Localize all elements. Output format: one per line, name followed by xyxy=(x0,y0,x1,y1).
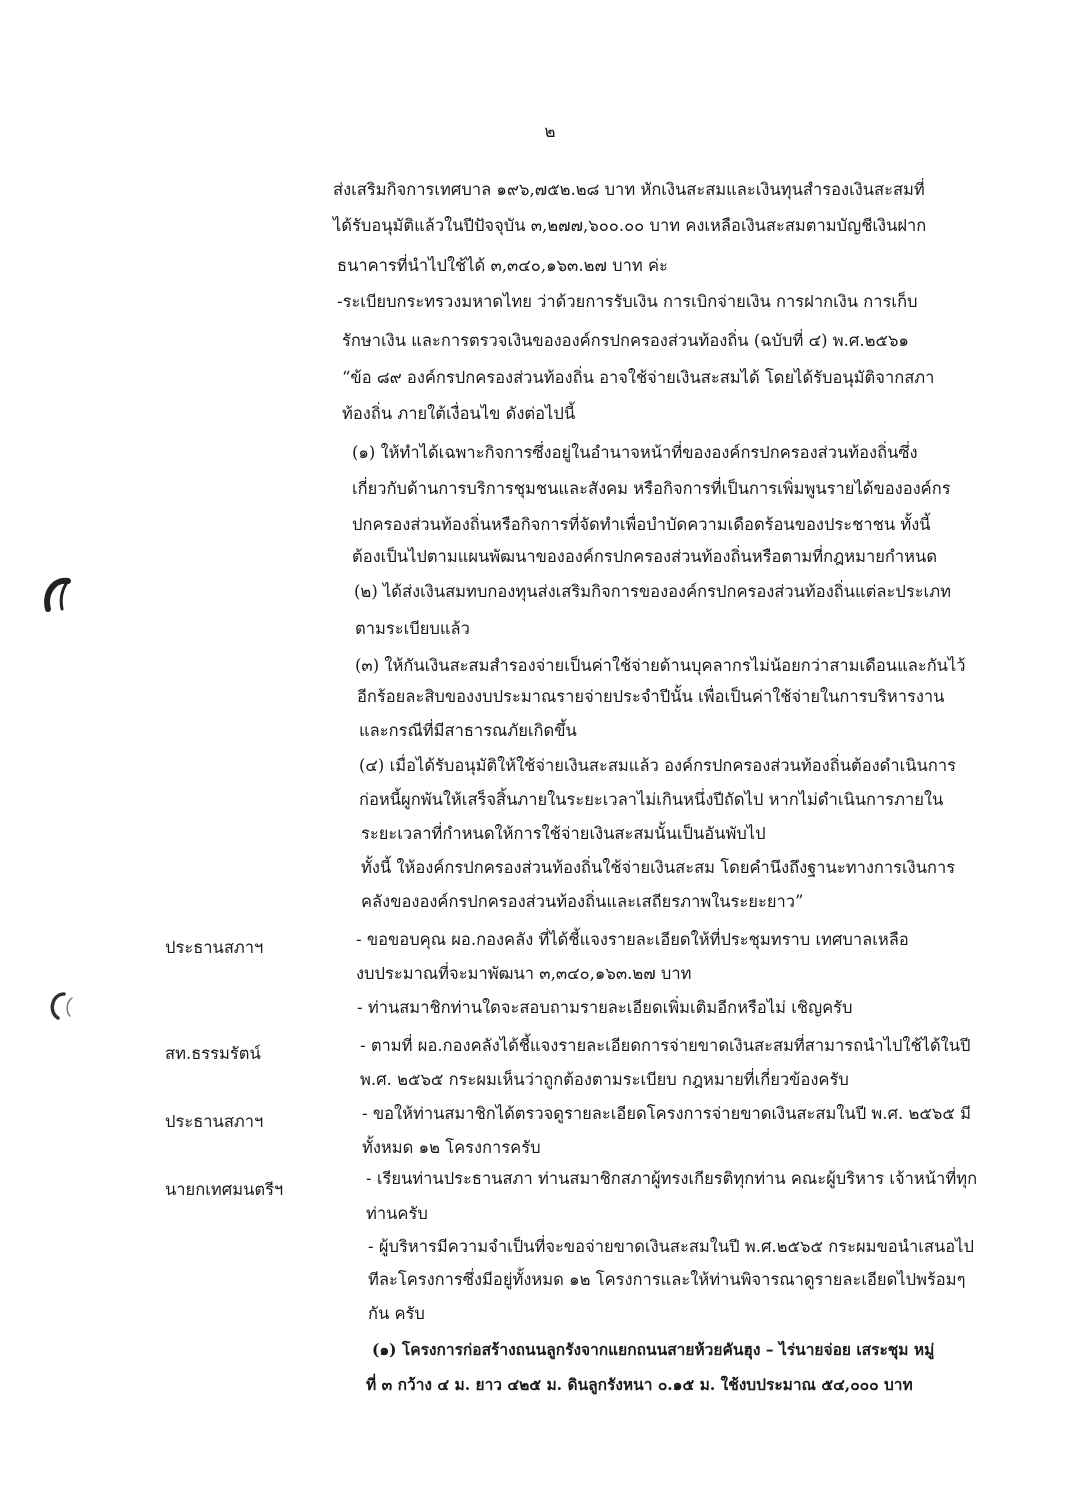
speech-line: - ขอขอบคุณ ผอ.กองคลัง ที่ได้ชี้แจงรายละเอียดให้ที่ประชุมทราบ เทศบาลเหลือ xyxy=(356,930,909,949)
punch-hole-mark xyxy=(40,575,80,615)
speech-line: กัน ครับ xyxy=(368,1304,425,1323)
speaker-label-chairman: ประธานสภาฯ xyxy=(165,938,264,957)
regulation-line: (๔) เมื่อได้รับอนุมัติให้ใช้จ่ายเงินสะสมแล้ว องค์กรปกครองส่วนท้องถิ่นต้องดำเนินการ xyxy=(359,756,956,775)
paragraph-line: ธนาคารที่นำไปใช้ได้ ๓,๓๔๐,๑๖๓.๒๗ บาท ค่ะ xyxy=(337,256,668,275)
speech-line: พ.ศ. ๒๕๖๕ กระผมเห็นว่าถูกต้องตามระเบียบ กฎหมายที่เกี่ยวข้องครับ xyxy=(360,1070,849,1089)
regulation-line: คลังขององค์กรปกครองส่วนท้องถิ่นและเสถียรภาพในระยะยาว” xyxy=(361,892,804,911)
speaker-label-mayor: นายกเทศมนตรีฯ xyxy=(165,1180,284,1199)
regulation-line: ทั้งนี้ ให้องค์กรปกครองส่วนท้องถิ่นใช้จ่ายเงินสะสม โดยคำนึงถึงฐานะทางการเงินการ xyxy=(361,858,956,877)
regulation-line: ท้องถิ่น ภายใต้เงื่อนไข ดังต่อไปนี้ xyxy=(342,404,576,423)
regulation-line: ตามระเบียบแล้ว xyxy=(355,619,470,638)
regulation-line: ก่อหนี้ผูกพันให้เสร็จสิ้นภายในระยะเวลาไม่เกินหนึ่งปีถัดไป หากไม่ดำเนินการภายใน xyxy=(359,790,944,809)
regulation-line: ต้องเป็นไปตามแผนพัฒนาขององค์กรปกครองส่วนท้องถิ่นหรือตามที่กฎหมายกำหนด xyxy=(352,547,938,566)
regulation-line: ระยะเวลาที่กำหนดให้การใช้จ่ายเงินสะสมนั้นเป็นอันพับไป xyxy=(361,824,766,843)
regulation-line: และกรณีที่มีสาธารณภัยเกิดขึ้น xyxy=(359,721,577,740)
speech-line: งบประมาณที่จะมาพัฒนา ๓,๓๔๐,๑๖๓.๒๗ บาท xyxy=(356,964,692,983)
project-line: (๑) โครงการก่อสร้างถนนลูกรังจากแยกถนนสายห้วยคันฮุง – ไร่นายจ่อย เสระชุม หมู่ xyxy=(372,1340,935,1359)
speech-line: ทั้งหมด ๑๒ โครงการครับ xyxy=(362,1138,541,1157)
speech-line: - ตามที่ ผอ.กองคลังได้ชี้แจงรายละเอียดการจ่ายขาดเงินสะสมที่สามารถนำไปใช้ได้ในปี xyxy=(360,1036,971,1055)
regulation-line: (๓) ให้กันเงินสะสมสำรองจ่ายเป็นค่าใช้จ่ายด้านบุคลากรไม่น้อยกว่าสามเดือนและกันไว้ xyxy=(355,656,966,675)
regulation-line: รักษาเงิน และการตรวจเงินขององค์กรปกครองส่วนท้องถิ่น (ฉบับที่ ๔) พ.ศ.๒๕๖๑ xyxy=(342,331,909,350)
speech-line: ทีละโครงการซึ่งมีอยู่ทั้งหมด ๑๒ โครงการและให้ท่านพิจารณาดูรายละเอียดไปพร้อมๆ xyxy=(368,1270,966,1289)
project-line: ที่ ๓ กว้าง ๔ ม. ยาว ๔๒๕ ม. ดินลูกรังหนา ๐.๑๕ ม. ใช้งบประมาณ ๕๔,๐๐๐ บาท xyxy=(366,1375,913,1394)
speech-line: ท่านครับ xyxy=(366,1204,428,1223)
speaker-label-chairman: ประธานสภาฯ xyxy=(165,1112,264,1131)
regulation-line: ปกครองส่วนท้องถิ่นหรือกิจการที่จัดทำเพื่อบำบัดความเดือดร้อนของประชาชน ทั้งนี้ xyxy=(352,515,931,534)
regulation-line: -ระเบียบกระทรวงมหาดไทย ว่าด้วยการรับเงิน การเบิกจ่ายเงิน การฝากเงิน การเก็บ xyxy=(337,292,918,311)
paragraph-line: ได้รับอนุมัติแล้วในปีปัจจุบัน ๓,๒๗๗,๖๐๐.๐๐ บาท คงเหลือเงินสะสมตามบัญชีเงินฝาก xyxy=(333,216,927,235)
speech-line: - ท่านสมาชิกท่านใดจะสอบถามรายละเอียดเพิ่มเติมอีกหรือไม่ เชิญครับ xyxy=(357,998,853,1017)
speaker-label-member: สท.ธรรมรัตน์ xyxy=(165,1044,261,1063)
regulation-line: เกี่ยวกับด้านการบริการชุมชนและสังคม หรือกิจการที่เป็นการเพิ่มพูนรายได้ขององค์กร xyxy=(352,479,951,498)
regulation-line: (๑) ให้ทำได้เฉพาะกิจการซึ่งอยู่ในอำนาจหน้าที่ขององค์กรปกครองส่วนท้องถิ่นซึ่ง xyxy=(352,443,918,462)
paragraph-line: ส่งเสริมกิจการเทศบาล ๑๙๖,๗๕๒.๒๘ บาท หักเงินสะสมและเงินทุนสำรองเงินสะสมที่ xyxy=(333,180,925,199)
speech-line: - ขอให้ท่านสมาชิกได้ตรวจดูรายละเอียดโครงการจ่ายขาดเงินสะสมในปี พ.ศ. ๒๕๖๕ มี xyxy=(362,1104,971,1123)
regulation-line: “ข้อ ๘๙ องค์กรปกครองส่วนท้องถิ่น อาจใช้จ่ายเงินสะสมได้ โดยได้รับอนุมัติจากสภา xyxy=(342,368,935,387)
regulation-line: (๒) ได้ส่งเงินสมทบกองทุนส่งเสริมกิจการขององค์กรปกครองส่วนท้องถิ่นแต่ละประเภท xyxy=(354,582,951,601)
speech-line: - เรียนท่านประธานสภา ท่านสมาชิกสภาผู้ทรงเกียรติทุกท่าน คณะผู้บริหาร เจ้าหน้าที่ทุก xyxy=(366,1169,978,1188)
page-number: ๒ xyxy=(544,122,556,142)
regulation-line: อีกร้อยละสิบของงบประมาณรายจ่ายประจำปีนั้น เพื่อเป็นค่าใช้จ่ายในการบริหารงาน xyxy=(357,687,945,706)
speech-line: - ผู้บริหารมีความจำเป็นที่จะขอจ่ายขาดเงินสะสมในปี พ.ศ.๒๕๖๕ กระผมขอนำเสนอไป xyxy=(368,1237,974,1256)
punch-hole-mark xyxy=(42,988,82,1024)
